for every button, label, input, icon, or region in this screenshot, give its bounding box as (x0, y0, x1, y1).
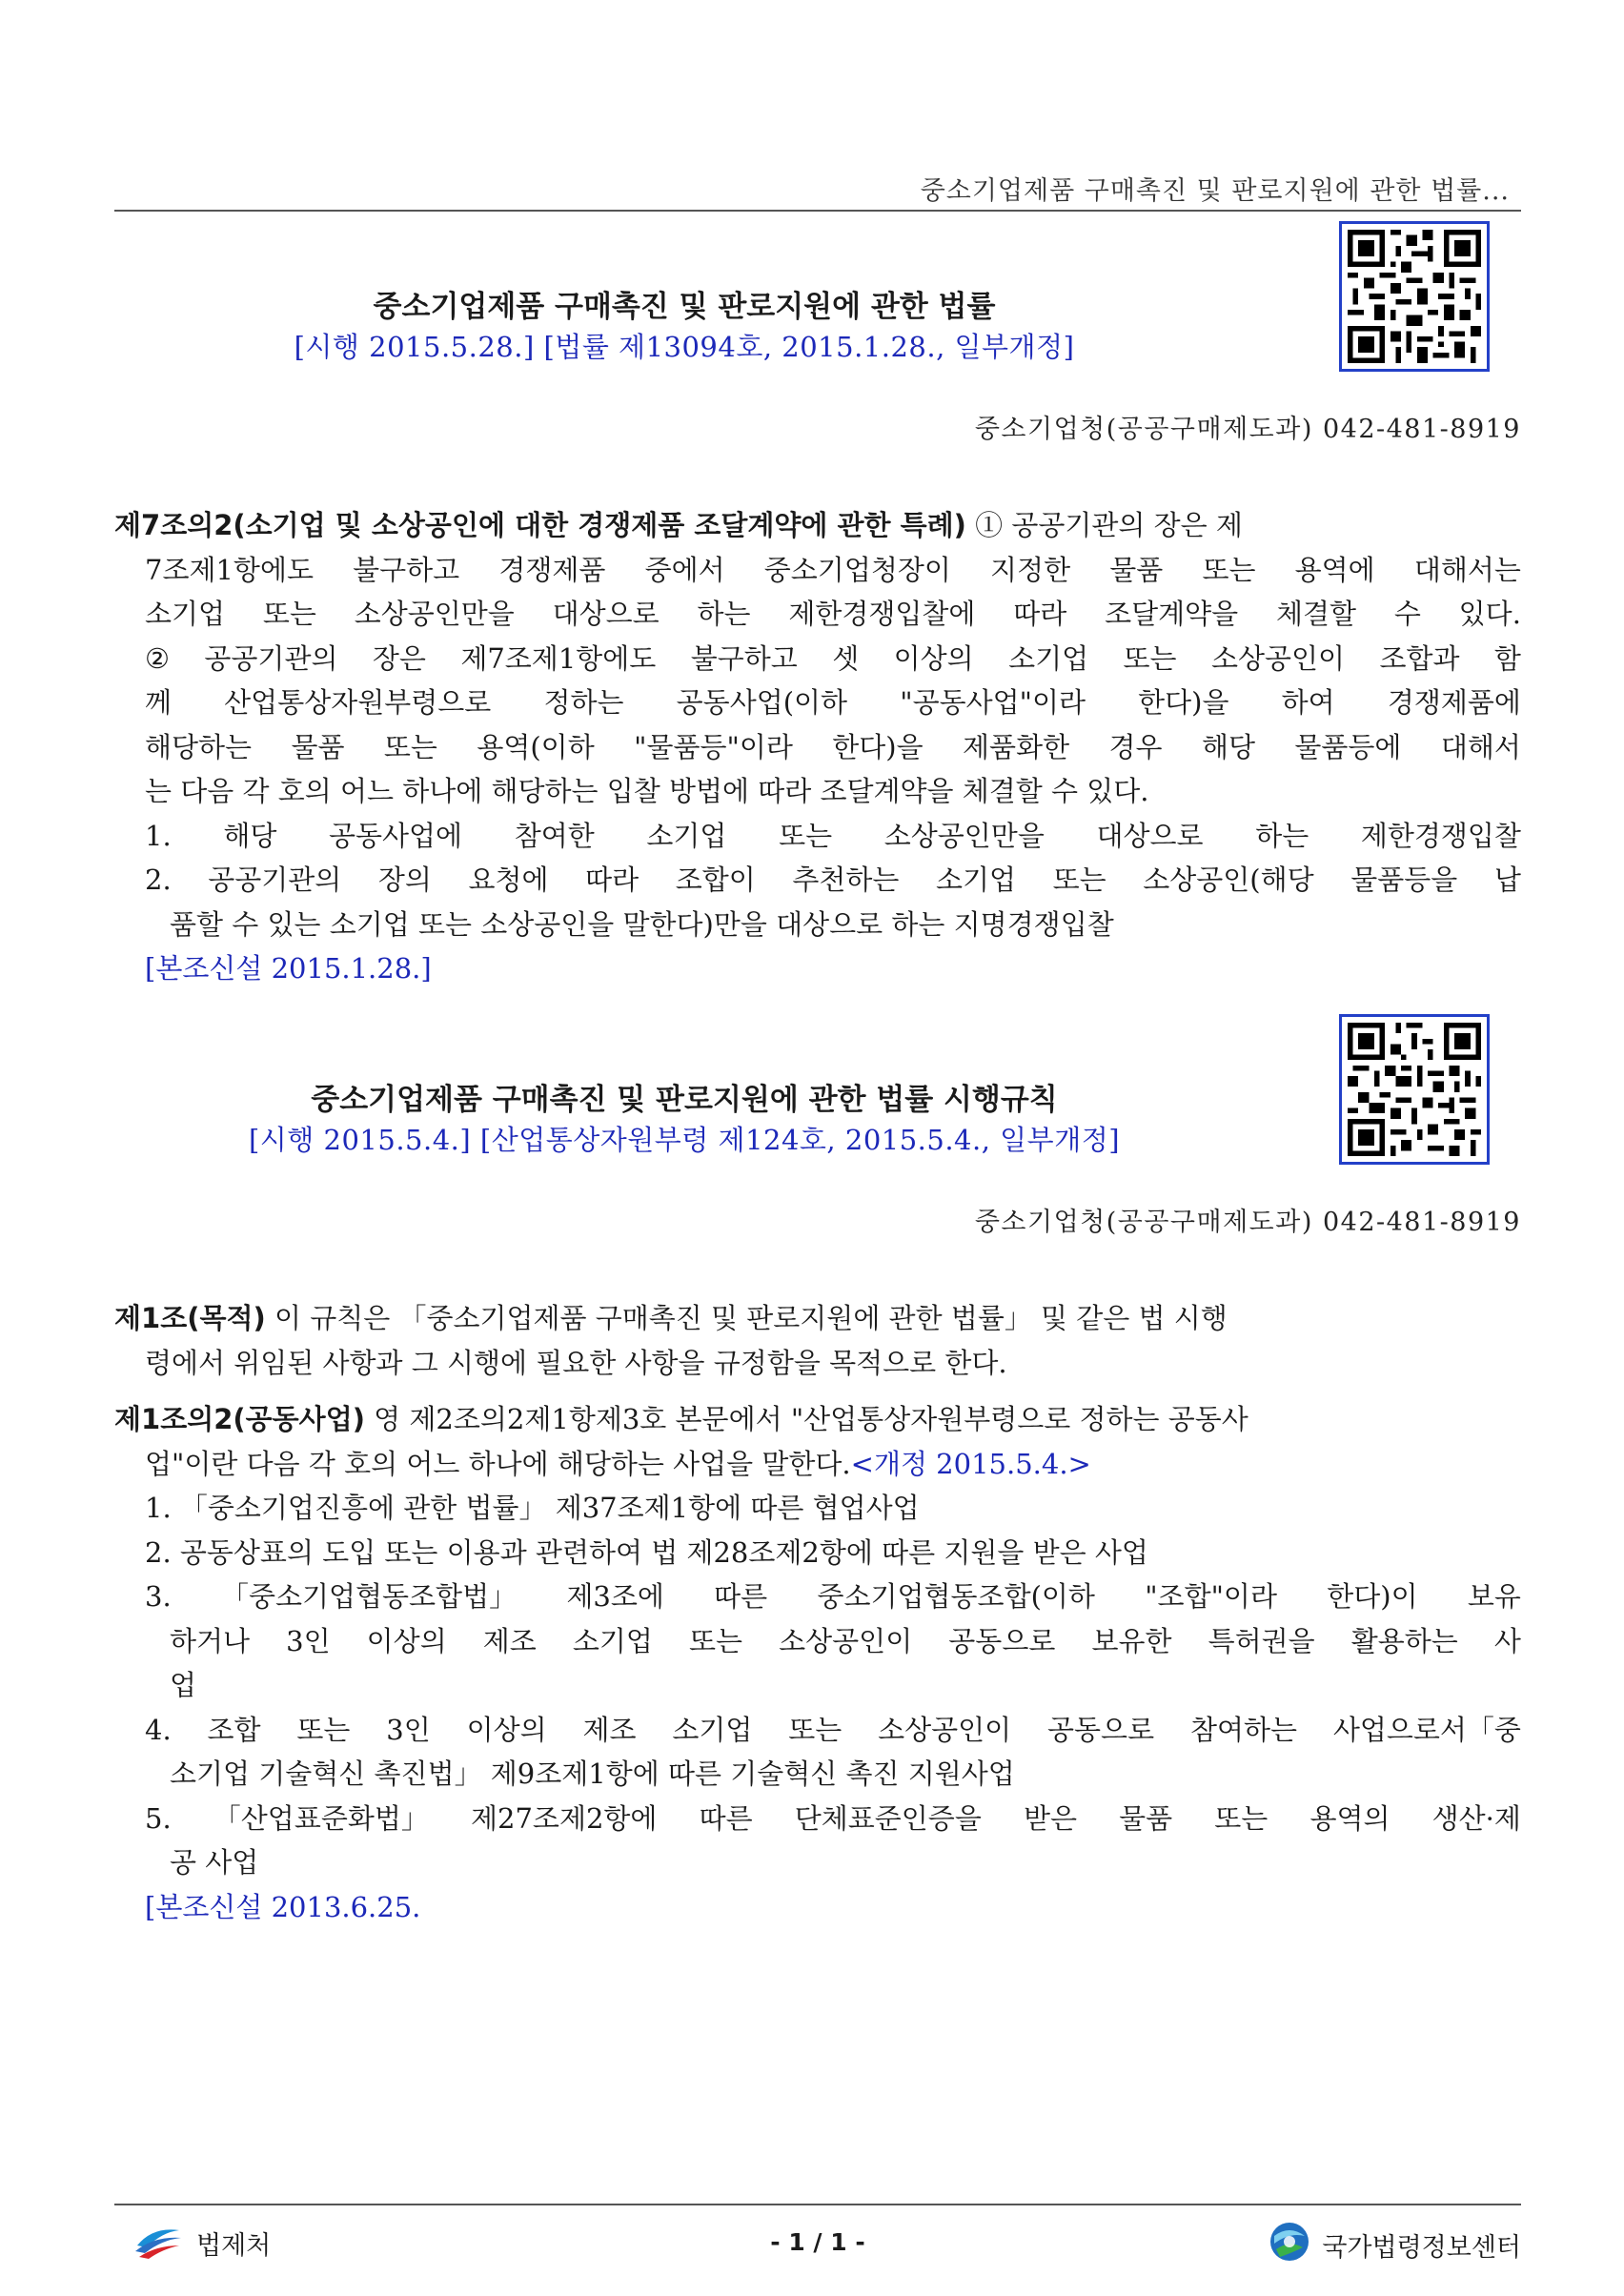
footer-right (1269, 2221, 1521, 2269)
list-item: 1. 「중소기업진흥에 관한 법률」 제37조제1항에 따른 협업사업 (145, 1492, 920, 1524)
law-subtitle: [시행 2015.5.4.] [산업통상자원부령 제124호, 2015.5.4., 일부개정] (248, 1124, 1121, 1156)
list-item: 2. 공동상표의 도입 또는 이용과 관련하여 법 제28조제2항에 따른 지원을 받은 사업 (145, 1535, 1148, 1569)
footer-left-label: 법제처 (196, 2231, 272, 2261)
footer-right-label: 국가법령정보센터 (1322, 2233, 1521, 2263)
list-item: 2. 공공기관의 장의 요청에 따라 조합이 추천하는 소기업 또는 소상공인(해당 물품등을 납 (145, 864, 1521, 896)
article-text: ① 공공기관의 장은 제 (965, 509, 1243, 541)
list-item: 소기업 기술혁신 촉진법」 제9조제1항에 따른 기술혁신 촉진 지원사업 (170, 1758, 1015, 1790)
law-subtitle: [시행 2015.5.28.] [법률 제13094호, 2015.1.28., 일부개정] (294, 331, 1075, 363)
article-title: 제7조의2(소기업 및 소상공인에 대한 경쟁제품 조달계약에 관한 특례) (114, 509, 966, 541)
ministry-contact: 중소기업청(공공구매제도과) 042-481-8919 (974, 415, 1521, 444)
list-item: 3. 「중소기업협동조합법」 제3조에 따른 중소기업협동조합(이하 "조합"이라 한다)이 보유 (145, 1580, 1521, 1613)
article-1-2 (114, 1397, 1521, 1929)
article-text: 영 제2조의2제1항제3호 본문에서 "산업통상자원부령으로 정하는 공동사 (364, 1403, 1248, 1435)
list-item: 4. 조합 또는 3인 이상의 제조 소기업 또는 소상공인이 공동으로 참여하는 사업으로서「중 (145, 1713, 1521, 1746)
article-text: 이 규칙은 「중소기업제품 구매촉진 및 판로지원에 관한 법률」 및 같은 법 시행 (265, 1302, 1228, 1334)
article-1 (114, 1296, 1521, 1385)
article-line: 7조제1항에도 불구하고 경쟁제품 중에서 중소기업청장이 지정한 물품 또는 용역에 대해서는 (145, 553, 1521, 586)
list-item: 하거나 3인 이상의 제조 소기업 또는 소상공인이 공동으로 보유한 특허권을 활용하는 사 (170, 1624, 1521, 1657)
article-line: 소기업 또는 소상공인만을 대상으로 하는 제한경쟁입찰에 따라 조달계약을 체결할 수 있다. (145, 598, 1521, 630)
article-line (114, 1442, 1521, 1487)
article-text: 업"이란 다음 각 호의 어느 하나에 해당하는 사업을 말한다. (145, 1447, 851, 1480)
article-line: 해당하는 물품 또는 용역(이하 "물품등"이라 한다)을 제품화한 경우 해당 물품등에 대해서 (145, 730, 1521, 763)
article-line: 께 산업통상자원부령으로 정하는 공동사업(이하 "공동사업"이라 한다)을 하여 경쟁제품에 (145, 686, 1521, 719)
law-center-logo-icon (1269, 2221, 1310, 2269)
article-title: 제1조의2(공동사업) (114, 1403, 365, 1435)
qr-code-icon[interactable] (1339, 1014, 1490, 1165)
header-divider (114, 210, 1521, 212)
footer-divider (114, 2204, 1521, 2205)
article-line (114, 1397, 1521, 1442)
ministry-contact: 중소기업청(공공구매제도과) 042-481-8919 (974, 1208, 1521, 1237)
amendment-note: [본조신설 2015.1.28.] (145, 952, 432, 985)
list-item: 공 사업 (170, 1846, 259, 1879)
qr-code-icon[interactable] (1339, 221, 1490, 372)
law-title: 중소기업제품 구매촉진 및 판로지원에 관한 법률 시행규칙 (311, 1083, 1058, 1117)
article-line: ② 공공기관의 장은 제7조제1항에도 불구하고 셋 이상의 소기업 또는 소상공인이 조합과 함 (145, 641, 1521, 675)
amendment-note: [본조신설 2013.6.25. (145, 1890, 421, 1923)
article-title: 제1조(목적) (114, 1302, 266, 1334)
footer (114, 2221, 1521, 2268)
article-line (114, 1296, 1521, 1341)
running-header: 중소기업제품 구매촉진 및 판로지원에 관한 법률... (920, 176, 1510, 206)
article-line: 령에서 위임된 사항과 그 시행에 필요한 사항을 규정함을 목적으로 한다. (145, 1346, 1007, 1379)
article-7-2 (114, 503, 1521, 991)
page-number: - 1 / 1 - (770, 2228, 865, 2256)
list-item: 품할 수 있는 소기업 또는 소상공인을 말한다)만을 대상으로 하는 지명경쟁입찰 (170, 907, 1114, 941)
article-line (114, 503, 1521, 548)
list-item: 1. 해당 공동사업에 참여한 소기업 또는 소상공인만을 대상으로 하는 제한경쟁입찰 (145, 819, 1521, 852)
law-title: 중소기업제품 구매촉진 및 판로지원에 관한 법률 (373, 290, 996, 324)
list-item: 5. 「산업표준화법」 제27조제2항에 따른 단체표준인증을 받은 물품 또는 용역의 생산·제 (145, 1801, 1521, 1835)
list-item: 업 (170, 1669, 197, 1701)
article-line: 는 다음 각 호의 어느 하나에 해당하는 입찰 방법에 따라 조달계약을 체결할 수 있다. (145, 775, 1149, 807)
amendment-note: <개정 2015.5.4.> (850, 1447, 1091, 1480)
